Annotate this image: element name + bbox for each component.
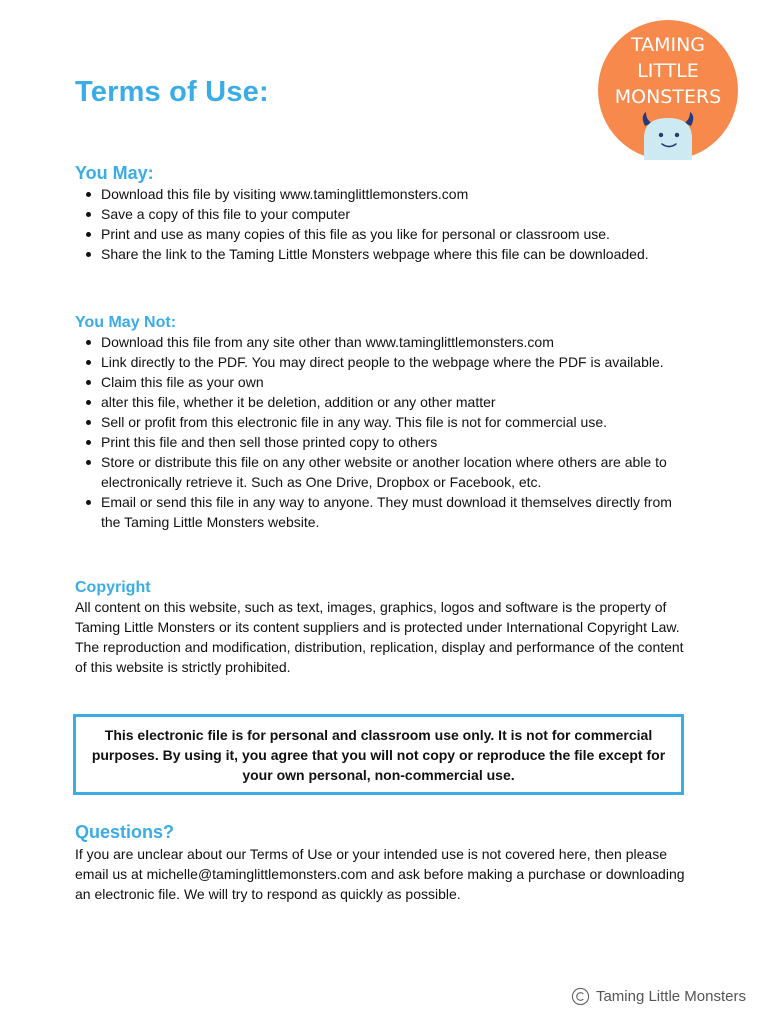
list-item: Print this file and then sell those printed copy to others bbox=[75, 432, 685, 452]
taming-little-monsters-logo bbox=[598, 20, 738, 160]
page-title: Terms of Use: bbox=[75, 76, 269, 108]
list-item: Print and use as many copies of this file as you like for personal or classroom use. bbox=[75, 224, 685, 244]
questions-text: If you are unclear about our Terms of Use or your intended use is not covered here, then please email us at michelle@taminglittlemonsters.com and ask before making a purchase or downloading an electronic file. We will try to respond as quickly as possible. bbox=[75, 846, 685, 902]
list-item: Sell or profit from this electronic file in any way. This file is not for commercial use. bbox=[75, 412, 685, 432]
questions-heading: Questions? bbox=[75, 822, 175, 842]
list-item: alter this file, whether it be deletion, addition or any other matter bbox=[75, 392, 685, 412]
list-item: Claim this file as your own bbox=[75, 372, 685, 392]
footer-text: Taming Little Monsters bbox=[595, 988, 746, 1005]
you-may-heading: You May: bbox=[75, 163, 154, 183]
notice-box bbox=[73, 714, 684, 795]
list-item: Store or distribute this file on any other website or another location where others are able to electronically retrieve it. Such as One Drive, Dropbox or Facebook, etc. bbox=[75, 452, 685, 492]
svg-text:LITTLE: LITTLE bbox=[637, 60, 699, 82]
footer bbox=[571, 987, 746, 1006]
list-item: Email or send this file in any way to anyone. They must download it themselves directly from the Taming Little Monsters website. bbox=[75, 492, 685, 532]
list-item: Download this file from any site other than www.taminglittlemonsters.com bbox=[75, 332, 685, 352]
copyright-heading: Copyright bbox=[75, 579, 151, 596]
list-item: Save a copy of this file to your computer bbox=[75, 204, 685, 224]
list-item: Share the link to the Taming Little Monsters webpage where this file can be downloaded. bbox=[75, 244, 685, 264]
copyright-text: All content on this website, such as text, images, graphics, logos and software is the property of Taming Little Monsters or its content suppliers and is protected under International Copyright Law. The reproduction and modification, distribution, replication, display and performance of the content of this website is strictly prohibited. bbox=[75, 599, 684, 675]
notice-text: This electronic file is for personal and classroom use only. It is not for commercial purposes. By using it, you agree that you will not copy or reproduce the file except for your own personal, non-commercial use. bbox=[91, 726, 666, 783]
svg-text:TAMING: TAMING bbox=[630, 34, 706, 56]
svg-text:MONSTERS: MONSTERS bbox=[614, 86, 722, 108]
you-may-list bbox=[75, 184, 685, 264]
you-may-not-list bbox=[75, 332, 685, 532]
you-may-not-heading: You May Not: bbox=[75, 314, 177, 331]
list-item: Download this file by visiting www.taminglittlemonsters.com bbox=[75, 184, 685, 204]
list-item: Link directly to the PDF. You may direct people to the webpage where the PDF is available. bbox=[75, 352, 685, 372]
copyright-icon bbox=[571, 987, 590, 1006]
